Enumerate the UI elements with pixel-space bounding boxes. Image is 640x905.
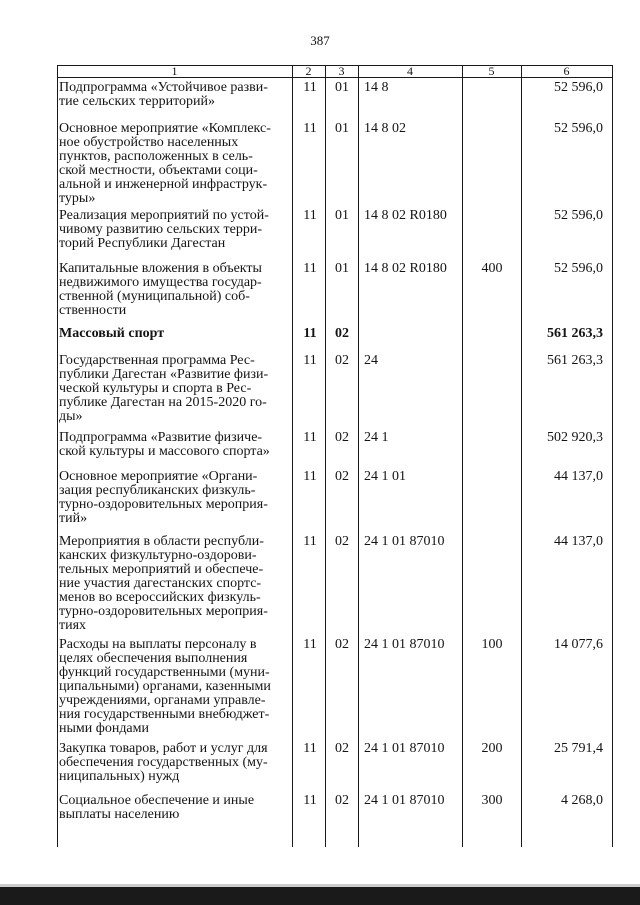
column-divider: [292, 65, 293, 847]
row-amount: 52 596,0: [554, 80, 603, 95]
row-subsection: 02: [335, 793, 349, 808]
row-target-code: 14 8 02 R0180: [364, 208, 447, 223]
row-name: Социальное обеспечение и иные выплаты населению: [59, 793, 255, 822]
header-col-2: 2: [305, 64, 312, 78]
header-col-5: 5: [488, 64, 495, 78]
row-name: Закупка товаров, работ и услуг для обеспечения государственных (му- ниципальных) нужд: [59, 741, 268, 784]
row-amount: 44 137,0: [554, 469, 603, 484]
row-subsection: 02: [335, 741, 349, 756]
scan-bottom-edge: [0, 887, 640, 905]
row-expense-type: 300: [481, 793, 503, 808]
row-section: 11: [303, 80, 317, 95]
row-name: Реализация мероприятий по устой- чивому развитию сельских терри- торий Республики Дагестан: [59, 208, 269, 251]
row-name: Расходы на выплаты персоналу в целях обеспечения выполнения функций государственными (муни- ципальными) органами, казенными учреждениями, органами управле- ния государственными внебюджет- ными фондами: [59, 637, 271, 736]
row-amount: 14 077,6: [554, 637, 603, 652]
header-bottom-border: [57, 77, 613, 78]
row-amount: 502 920,3: [547, 430, 603, 445]
row-name: Государственная программа Рес- публики Дагестан «Развитие физи- ческой культуры и спорта в Рес- публике Дагестан на 2015-2020 го- ды»: [59, 353, 269, 424]
row-section: 11: [303, 637, 317, 652]
row-section: 11: [303, 430, 317, 445]
row-name: Основное мероприятие «Органи- зация республиканских физкуль- турно-оздоровительных мероприя- тий»: [59, 469, 268, 526]
row-amount: 52 596,0: [554, 261, 603, 276]
row-target-code: 24 1 01 87010: [364, 793, 445, 808]
row-subsection: 01: [335, 261, 349, 276]
row-name: Капитальные вложения в объекты недвижимого имущества государ- ственной (муниципальной) соб- ственности: [59, 261, 262, 318]
row-subsection: 02: [335, 326, 349, 341]
row-amount: 52 596,0: [554, 121, 603, 136]
row-section: 11: [303, 793, 317, 808]
row-subsection: 01: [335, 208, 349, 223]
row-expense-type: 400: [481, 261, 503, 276]
header-col-1: 1: [171, 64, 178, 78]
row-amount: 561 263,3: [547, 326, 603, 341]
page-number: 387: [310, 33, 330, 48]
row-subsection: 01: [335, 80, 349, 95]
row-target-code: 24 1 01: [364, 469, 406, 484]
row-subsection: 01: [335, 121, 349, 136]
row-name: Подпрограмма «Развитие физиче- ской культуры и массового спорта»: [59, 430, 270, 459]
row-section: 11: [303, 121, 317, 136]
header-col-6: 6: [563, 64, 570, 78]
row-target-code: 24: [364, 353, 378, 368]
row-name: Мероприятия в области республи- канских физкультурно-оздорови- тельных мероприятий и обеспече- ние участия дагестанских спортс- менов во всероссийских физкуль- турно-оздоровительных мероприя- тиях: [59, 534, 268, 633]
row-section: 11: [303, 353, 317, 368]
row-section: 11: [303, 261, 317, 276]
column-divider: [358, 65, 359, 847]
row-target-code: 14 8: [364, 80, 389, 95]
row-target-code: 14 8 02 R0180: [364, 261, 447, 276]
row-name: Основное мероприятие «Комплекс- ное обустройство населенных пунктов, расположенных в сель- ской местности, объектами соци- альной и инженерной инфраструк- туры»: [59, 121, 271, 206]
row-subsection: 02: [335, 469, 349, 484]
row-amount: 44 137,0: [554, 534, 603, 549]
row-subsection: 02: [335, 353, 349, 368]
budget-table: [57, 65, 613, 847]
row-section: 11: [303, 534, 317, 549]
header-col-3: 3: [338, 64, 345, 78]
header-col-4: 4: [407, 64, 413, 78]
row-amount: 52 596,0: [554, 208, 603, 223]
row-target-code: 24 1 01 87010: [364, 534, 445, 549]
row-section: 11: [303, 326, 317, 341]
column-divider: [462, 65, 463, 847]
row-amount: 25 791,4: [554, 741, 603, 756]
row-section: 11: [303, 741, 317, 756]
column-divider: [325, 65, 326, 847]
row-amount: 4 268,0: [561, 793, 603, 808]
row-name: Подпрограмма «Устойчивое разви- тие сельских территорий»: [59, 80, 268, 109]
row-name: Массовый спорт: [59, 326, 165, 341]
row-section: 11: [303, 469, 317, 484]
row-subsection: 02: [335, 430, 349, 445]
row-target-code: 14 8 02: [364, 121, 406, 136]
row-expense-type: 200: [481, 741, 503, 756]
row-subsection: 02: [335, 534, 349, 549]
table-border-right: [612, 65, 613, 847]
table-border-left: [57, 65, 58, 847]
row-target-code: 24 1: [364, 430, 389, 445]
row-amount: 561 263,3: [547, 353, 603, 368]
row-subsection: 02: [335, 637, 349, 652]
column-divider: [521, 65, 522, 847]
row-expense-type: 100: [481, 637, 503, 652]
row-section: 11: [303, 208, 317, 223]
row-target-code: 24 1 01 87010: [364, 637, 445, 652]
row-target-code: 24 1 01 87010: [364, 741, 445, 756]
